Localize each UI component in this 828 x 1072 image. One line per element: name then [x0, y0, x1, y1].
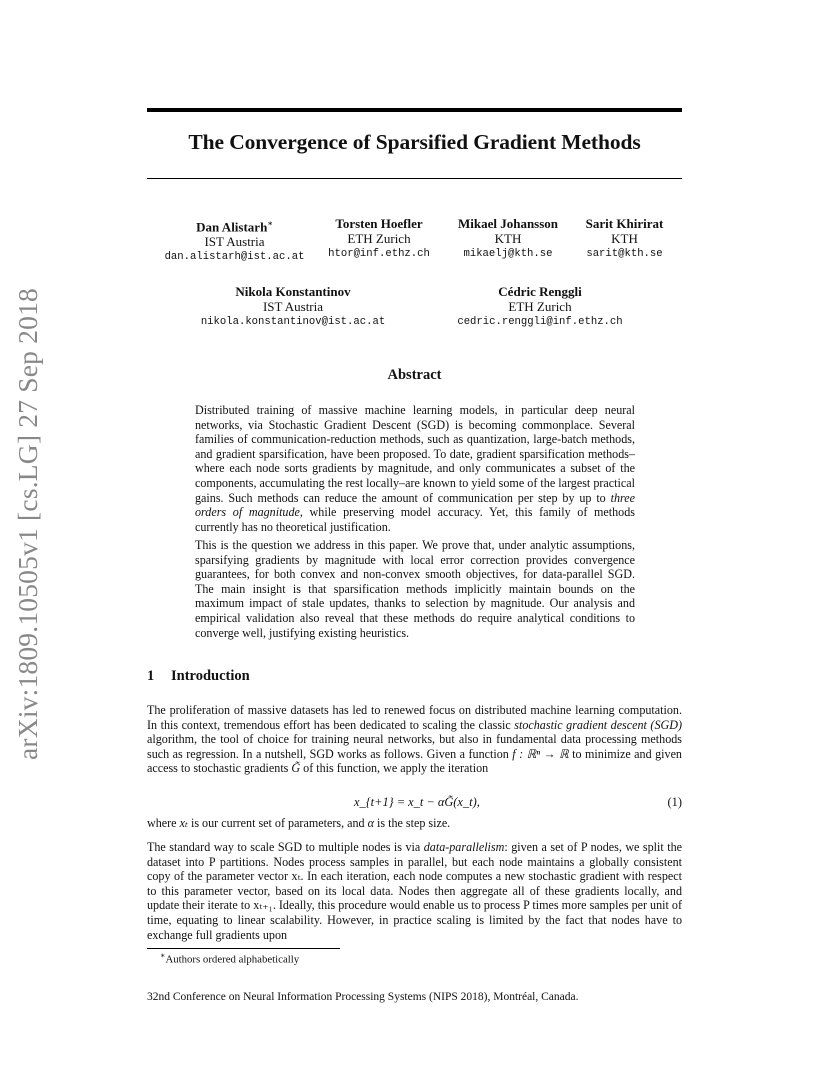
intro-text: The proliferation of massive datasets has led to renewed focus on distributed machine learning computation. In this context, tremendous effort has been dedicated to scaling the classic	[147, 703, 682, 732]
footnote	[160, 951, 299, 966]
author-email: dan.alistarh@ist.ac.at	[164, 251, 305, 264]
author-affiliation: ETH Zurich	[347, 231, 411, 246]
section-title: Introduction	[171, 668, 250, 684]
conference-note: 32nd Conference on Neural Information Processing Systems (NIPS 2018), Montréal, Canada.	[147, 991, 579, 1003]
intro-paragraph-1	[147, 703, 682, 776]
author-email: nikola.konstantinov@ist.ac.at	[200, 316, 386, 328]
author-email: cedric.renggli@inf.ethz.ch	[457, 316, 623, 328]
abstract-text: Distributed training of massive machine learning models, in particular deep neural networks, via Stochastic Gradient Descent (SGD) is becoming commonplace. Several families of communication-reduction methods, such as quantization, large-batch methods, and gradient sparsification, have been proposed. To date, gradient sparsification methods–where each node sorts gradients by magnitude, and only communicates a subset of the components, accumulating the rest locally–are known to yield some of the largest practical gains. Such methods can reduce the amount of communication per step by up to	[195, 403, 635, 505]
author-name: Cédric Renggli	[498, 284, 582, 299]
intro-text: : given a set of P nodes, we split the dataset into P partitions. Nodes process samples in parallel, but each node maintains a globally consistent copy of the parameter vector xₜ. In each iteration, each node computes a new stochastic gradient with respect to this parameter vector, based on its local data. Nodes then aggregate all of these gradients locally, and update their iterate to xₜ₊₁. Ideally, this procedure would enable us to process P times more samples per unit of time, equating to linear scalability. However, in practice scaling is limited by the fact that nodes have to exchange full gradients upon	[147, 840, 682, 942]
author-name: Mikael Johansson	[457, 216, 559, 231]
author-name: Torsten Hoefler	[335, 216, 423, 231]
author-affiliation: ETH Zurich	[508, 299, 572, 314]
intro-text: is our current set of parameters, and	[187, 816, 368, 830]
author-affiliation: IST Austria	[262, 299, 324, 314]
footnote-text: Authors ordered alphabetically	[165, 953, 300, 966]
title-top-rule	[147, 108, 682, 112]
math-alpha: α	[367, 816, 374, 830]
author-name: Sarit Khirirat	[585, 216, 664, 231]
abstract-paragraph-1	[195, 403, 635, 534]
footnote-mark: ∗	[160, 951, 166, 960]
math-function: f : ℝⁿ → ℝ	[512, 746, 569, 761]
after-equation-text	[147, 816, 682, 831]
intro-paragraph-2	[147, 840, 682, 942]
abstract-heading: Abstract	[387, 367, 442, 383]
author-johansson	[448, 216, 568, 262]
intro-emphasis: data-parallelism	[423, 840, 505, 854]
abstract-paragraph-2: This is the question we address in this paper. We prove that, under analytic assumptions, sparsifying gradients by magnitude with local error correction provides convergence guarantees, for both convex and non-convex smooth objectives, for data-parallel SGD. The main insight is that sparsification methods implicitly maintain bounds on the maximum impact of stale updates, thanks to selection by magnitude. Our analysis and empirical validation also reveal that these methods do require analytical conditions to converge well, justifying existing heuristics.	[195, 538, 635, 640]
footnote-rule	[147, 948, 340, 949]
math-x: xₜ	[179, 816, 188, 830]
title-bottom-rule	[147, 178, 682, 179]
author-alistarh	[157, 216, 312, 265]
author-name: Dan Alistarh	[196, 219, 268, 235]
intro-emphasis: stochastic gradient descent (SGD)	[514, 717, 682, 732]
author-konstantinov	[193, 284, 393, 330]
author-affiliation: KTH	[611, 231, 638, 246]
abstract-text: , while preserving model accuracy. Yet, this family of methods currently has no theoretical justification.	[195, 505, 635, 534]
author-affiliation: IST Austria	[204, 234, 265, 250]
author-email: mikaelj@kth.se	[463, 248, 553, 260]
intro-text: is the step size.	[373, 816, 451, 830]
math-gradient: G̃	[291, 761, 301, 776]
author-affiliation: KTH	[494, 231, 522, 246]
author-renggli	[445, 284, 635, 330]
abstract-emphasis: three orders of magnitude	[195, 490, 635, 520]
author-name: Nikola Konstantinov	[235, 284, 351, 299]
author-email: htor@inf.ethz.ch	[328, 248, 430, 260]
arxiv-stamp: arXiv:1809.10505v1 [cs.LG] 27 Sep 2018	[12, 288, 43, 760]
section-number: 1	[147, 668, 155, 684]
section-heading	[147, 668, 250, 685]
intro-text: of this function, we apply the iteration	[300, 761, 489, 776]
author-mark: ∗	[267, 219, 273, 228]
intro-text: The standard way to scale SGD to multiple nodes is via	[147, 840, 424, 854]
author-hoefler	[318, 216, 440, 262]
equation-number: (1)	[667, 795, 682, 809]
paper-title: The Convergence of Sparsified Gradient Methods	[188, 130, 641, 154]
author-khirirat	[573, 216, 676, 262]
author-email: sarit@kth.se	[586, 248, 663, 260]
equation-expression: x_{t+1} = x_t − αG̃(x_t),	[354, 795, 480, 809]
intro-text: where	[147, 816, 180, 830]
intro-text: to minimize and given access to stochastic gradients	[147, 746, 682, 776]
intro-text: algorithm, the tool of choice for training neural networks, but also in fundamental data processing methods such as regression. In a nutshell, SGD works as follows. Given a function	[147, 732, 682, 761]
